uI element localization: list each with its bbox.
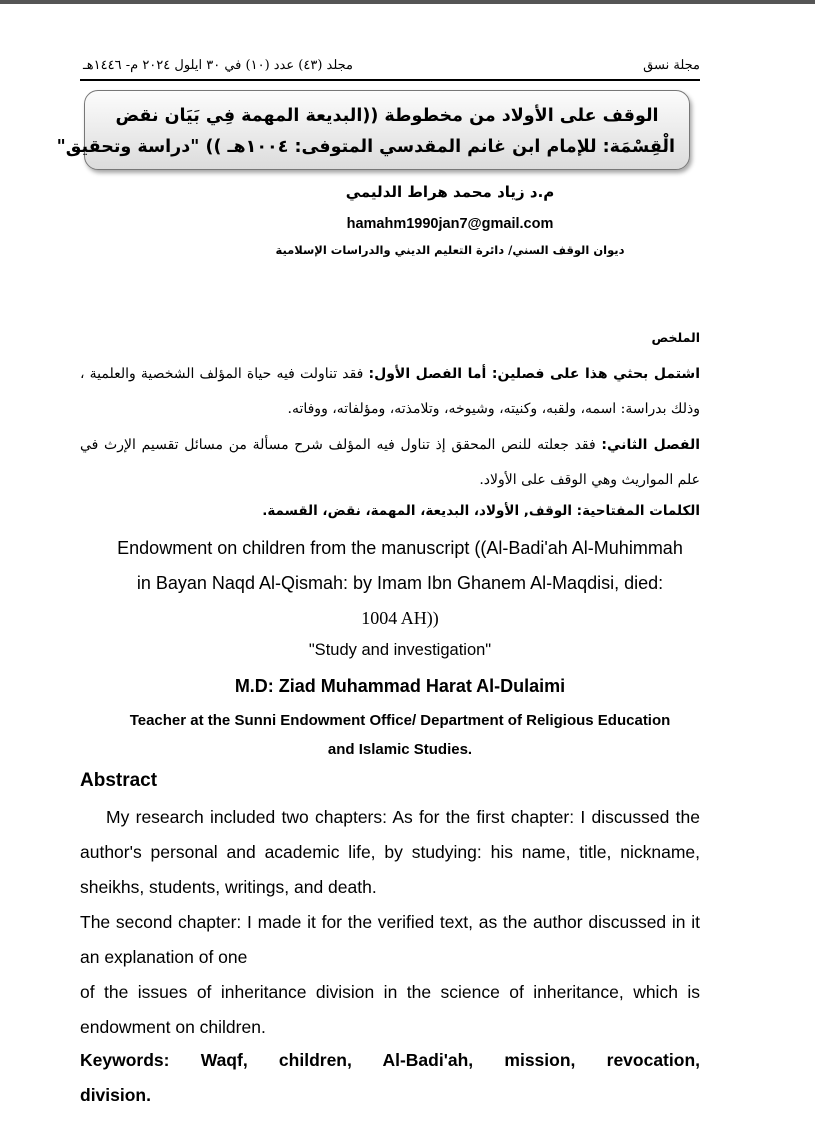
- english-subtitle: "Study and investigation": [308, 641, 492, 659]
- english-abstract-paragraph-1: My research included two chapters: As for the first chapter: I discussed the author's personal and academic life, by studying: his name, title, nickname, sheikhs, students, writings, and death.: [80, 807, 700, 897]
- arabic-p2-lead: الفصل الثاني:: [601, 437, 701, 453]
- english-affiliation-line-1: Teacher at the Sunni Endowment Office/ Department of Religious Education: [129, 712, 671, 729]
- arabic-title-line-2: الْقِسْمَة: للإمام ابن غانم المقدسي المتوفى: ١٠٠٤هـ )) "دراسة وتحقيق": [56, 137, 675, 157]
- arabic-p1-body: فقد تناولت فيه حياة المؤلف الشخصية والعلمية ، وذلك بدراسة: اسمه، ولقبه، وكنيته، وشيوخه، وتلامذته، ومؤلفاته، ووفاته.: [80, 366, 700, 417]
- english-title: [80, 531, 720, 636]
- arabic-p2-body: فقد جعلته للنص المحقق إذ تناول فيه المؤلف شرح مسألة من مسائل تقسيم الإرث في علم المواريث وهي الوقف على الأولاد.: [80, 437, 700, 488]
- arabic-abstract-paragraph-2: [80, 428, 700, 498]
- author-email: hamahm1990jan7@gmail.com: [346, 216, 554, 232]
- english-title-line-3: 1004 AH)): [361, 608, 439, 628]
- english-keywords-line-1: Keywords: Waqf, children, Al-Badi'ah, mission, revocation,: [80, 1050, 700, 1070]
- english-abstract-heading: Abstract: [80, 770, 158, 791]
- arabic-title-box: [56, 90, 690, 170]
- english-title-line-2: in Bayan Naqd Al-Qismah: by Imam Ibn Ghanem Al-Maqdisi, died:: [136, 573, 664, 593]
- arabic-abstract-paragraph-1: [80, 357, 700, 427]
- arabic-author: م.د زياد محمد هراط الدليمي: [345, 183, 555, 201]
- english-affiliation: [80, 706, 720, 764]
- arabic-keywords: الكلمات المفتاحية: الوقف, الأولاد، البديعة، المهمة، نقض، القسمة.: [262, 503, 700, 519]
- english-keywords-line-2: division.: [80, 1085, 151, 1105]
- arabic-affiliation: ديوان الوقف السني/ دائرة التعليم الديني والدراسات الإسلامية: [275, 243, 625, 257]
- header-divider: [80, 79, 700, 81]
- english-title-line-1: Endowment on children from the manuscript ((Al-Badi'ah Al-Muhimmah: [117, 538, 683, 558]
- top-border: [0, 0, 815, 4]
- english-keywords: [80, 1043, 700, 1113]
- english-affiliation-line-2: and Islamic Studies.: [327, 741, 473, 758]
- english-author: M.D: Ziad Muhammad Harat Al-Dulaimi: [234, 676, 566, 696]
- arabic-title-line-1: الوقف على الأولاد من مخطوطة ((البديعة المهمة فِي بَيَان نقض: [115, 106, 659, 126]
- english-abstract-paragraph-2a: The second chapter: I made it for the verified text, as the author discussed in it an explanation of one: [80, 912, 700, 967]
- journal-name: مجلة نسق: [643, 58, 700, 73]
- english-abstract-paragraph-2b: of the issues of inheritance division in the science of inheritance, which is endowment on children.: [80, 982, 700, 1037]
- arabic-abstract-heading: الملخص: [651, 330, 700, 345]
- arabic-p1-lead: اشتمل بحثي هذا على فصلين: أما الفصل الأول:: [368, 366, 700, 382]
- issue-info: مجلد (٤٣) عدد (١٠) في ٣٠ ايلول ٢٠٢٤ م- ١٤٤٦هـ: [83, 58, 353, 73]
